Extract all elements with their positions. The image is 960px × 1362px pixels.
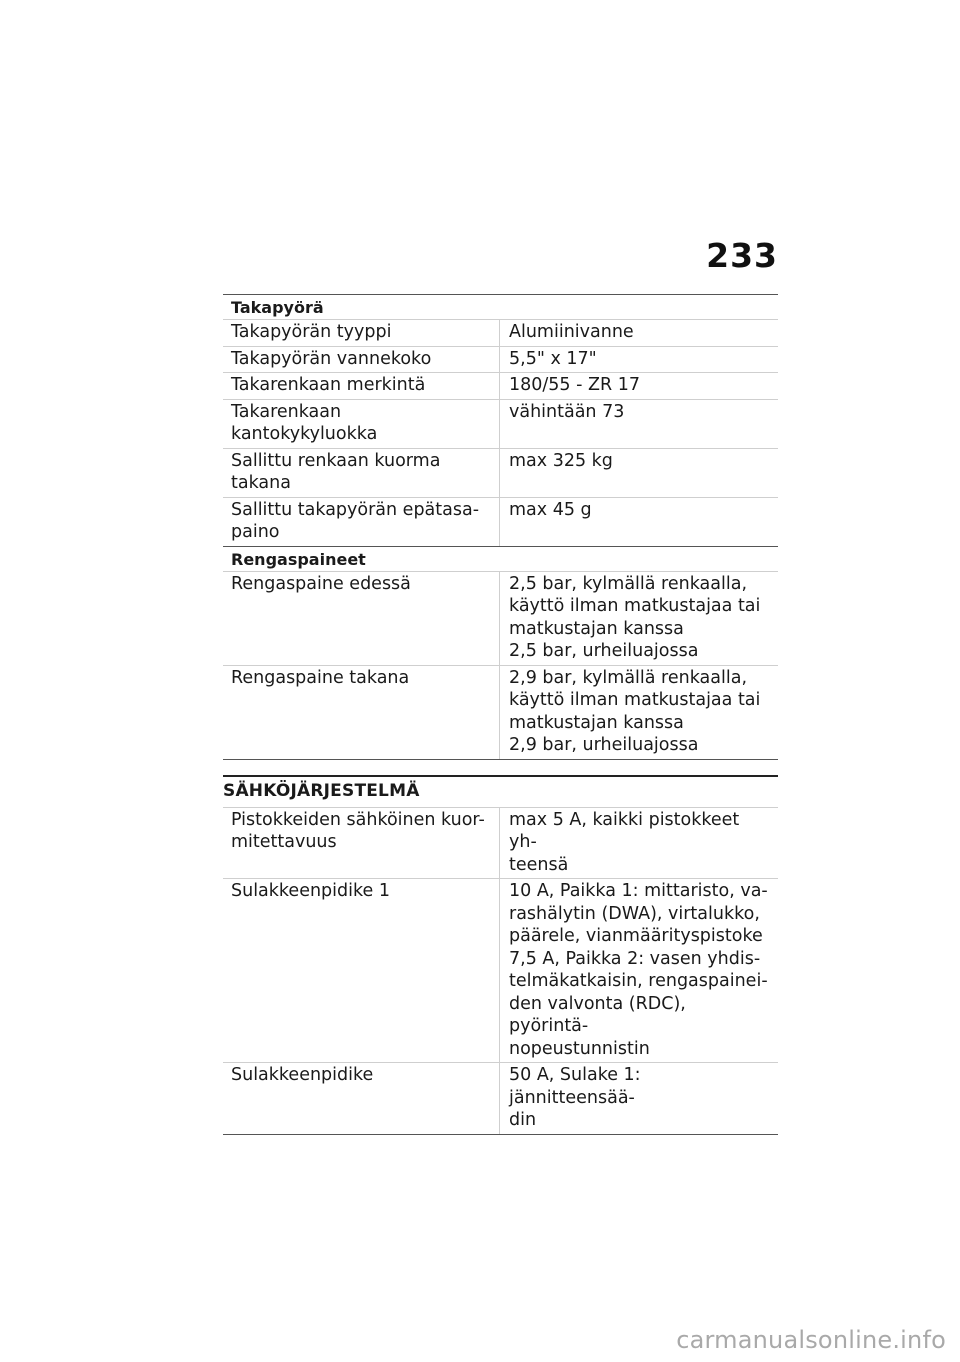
table-row: [223, 399, 778, 448]
table-row: [223, 571, 778, 665]
value-line: käyttö ilman matkustajaa tai: [509, 690, 761, 710]
label-line: Takarenkaan merkintä: [231, 375, 426, 395]
value-line: 7,5 A, Paikka 2: vasen yhdis-: [509, 948, 761, 969]
row-label: [223, 808, 500, 879]
value-line: max 5 A, kaikki pistokkeet yh-: [509, 809, 740, 852]
table-row: [223, 372, 778, 399]
electrical-table: [223, 807, 778, 1134]
section-title-rear-wheel: Takapyörä: [223, 294, 778, 319]
row-label: [223, 347, 500, 373]
row-value: [500, 449, 778, 497]
row-value: [500, 400, 778, 448]
value-line: 2,5 bar, urheiluajossa: [509, 641, 699, 661]
value-line: nopeustunnistin: [509, 1038, 650, 1059]
row-label: [223, 1063, 500, 1134]
value-line: käyttö ilman matkustajaa tai: [509, 596, 761, 616]
value-line: telmäkatkaisin, rengaspainei-: [509, 971, 768, 991]
section-title-tyre-pressures: Rengaspaineet: [223, 546, 778, 571]
value-line: din: [509, 1110, 537, 1130]
tyre-pressure-table: [223, 571, 778, 759]
table-row: [223, 448, 778, 497]
label-line: Pistokkeiden sähköinen kuor-: [231, 809, 485, 830]
value-line: 10 A, Paikka 1: mittaristo, va-: [509, 881, 768, 901]
row-value: [500, 879, 778, 1062]
row-label: [223, 666, 500, 759]
row-value: [500, 373, 778, 399]
row-label: [223, 320, 500, 346]
value-line: 2,5 bar, kylmällä renkaalla,: [509, 573, 748, 594]
value-line: max 325 kg: [509, 450, 613, 471]
table-row: [223, 1062, 778, 1134]
row-value: [500, 572, 778, 665]
page-number: 233: [706, 236, 778, 275]
table-row: [223, 878, 778, 1062]
table-divider: [223, 759, 778, 760]
value-line: max 45 g: [509, 499, 592, 520]
row-label: [223, 498, 500, 546]
label-line: Takapyörän vannekoko: [231, 348, 432, 369]
value-line: den valvonta (RDC), pyörintä-: [509, 993, 686, 1036]
value-line: Alumiinivanne: [509, 322, 634, 342]
label-line: Rengaspaine edessä: [231, 573, 411, 594]
label-line: Sulakkeenpidike: [231, 1065, 374, 1085]
table-row: [223, 807, 778, 879]
row-value: [500, 808, 778, 879]
rear-wheel-table: [223, 319, 778, 546]
label-line: Rengaspaine takana: [231, 667, 410, 688]
value-line: 5,5" x 17": [509, 348, 597, 369]
row-value: [500, 1063, 778, 1134]
label-line: Takapyörän tyyppi: [231, 322, 392, 342]
watermark-text: carmanualsonline.info: [676, 1326, 946, 1354]
value-line: 50 A, Sulake 1: jännitteensää-: [509, 1065, 641, 1108]
label-line: Takarenkaan kantokykyluokka: [231, 401, 378, 444]
row-label: [223, 572, 500, 665]
row-value: [500, 347, 778, 373]
table-row: [223, 497, 778, 546]
row-label: [223, 400, 500, 448]
value-line: matkustajan kanssa: [509, 712, 684, 733]
row-value: [500, 320, 778, 346]
label-line: Sallittu renkaan kuorma takana: [231, 450, 441, 493]
value-line: päärele, vianmäärityspistoke: [509, 926, 763, 946]
table-row: [223, 346, 778, 373]
label-line: mitettavuus: [231, 832, 337, 852]
row-value: [500, 498, 778, 546]
label-line: paino: [231, 522, 280, 542]
table-divider: [223, 1134, 778, 1135]
value-line: teensä: [509, 854, 569, 875]
value-line: matkustajan kanssa: [509, 618, 684, 639]
label-line: Sulakkeenpidike 1: [231, 881, 390, 901]
value-line: 2,9 bar, kylmällä renkaalla,: [509, 667, 748, 688]
table-row: [223, 665, 778, 759]
table-row: [223, 319, 778, 346]
spec-content: [223, 294, 778, 1135]
label-line: Sallittu takapyörän epätasa-: [231, 499, 480, 520]
row-label: [223, 879, 500, 1062]
value-line: 180/55 - ZR 17: [509, 375, 640, 395]
row-value: [500, 666, 778, 759]
row-label: [223, 373, 500, 399]
value-line: 2,9 bar, urheiluajossa: [509, 735, 699, 755]
chapter-title-electrical-system: SÄHKÖJÄRJESTELMÄ: [223, 775, 778, 807]
row-label: [223, 449, 500, 497]
value-line: vähintään 73: [509, 401, 625, 422]
value-line: rashälytin (DWA), virtalukko,: [509, 903, 760, 924]
